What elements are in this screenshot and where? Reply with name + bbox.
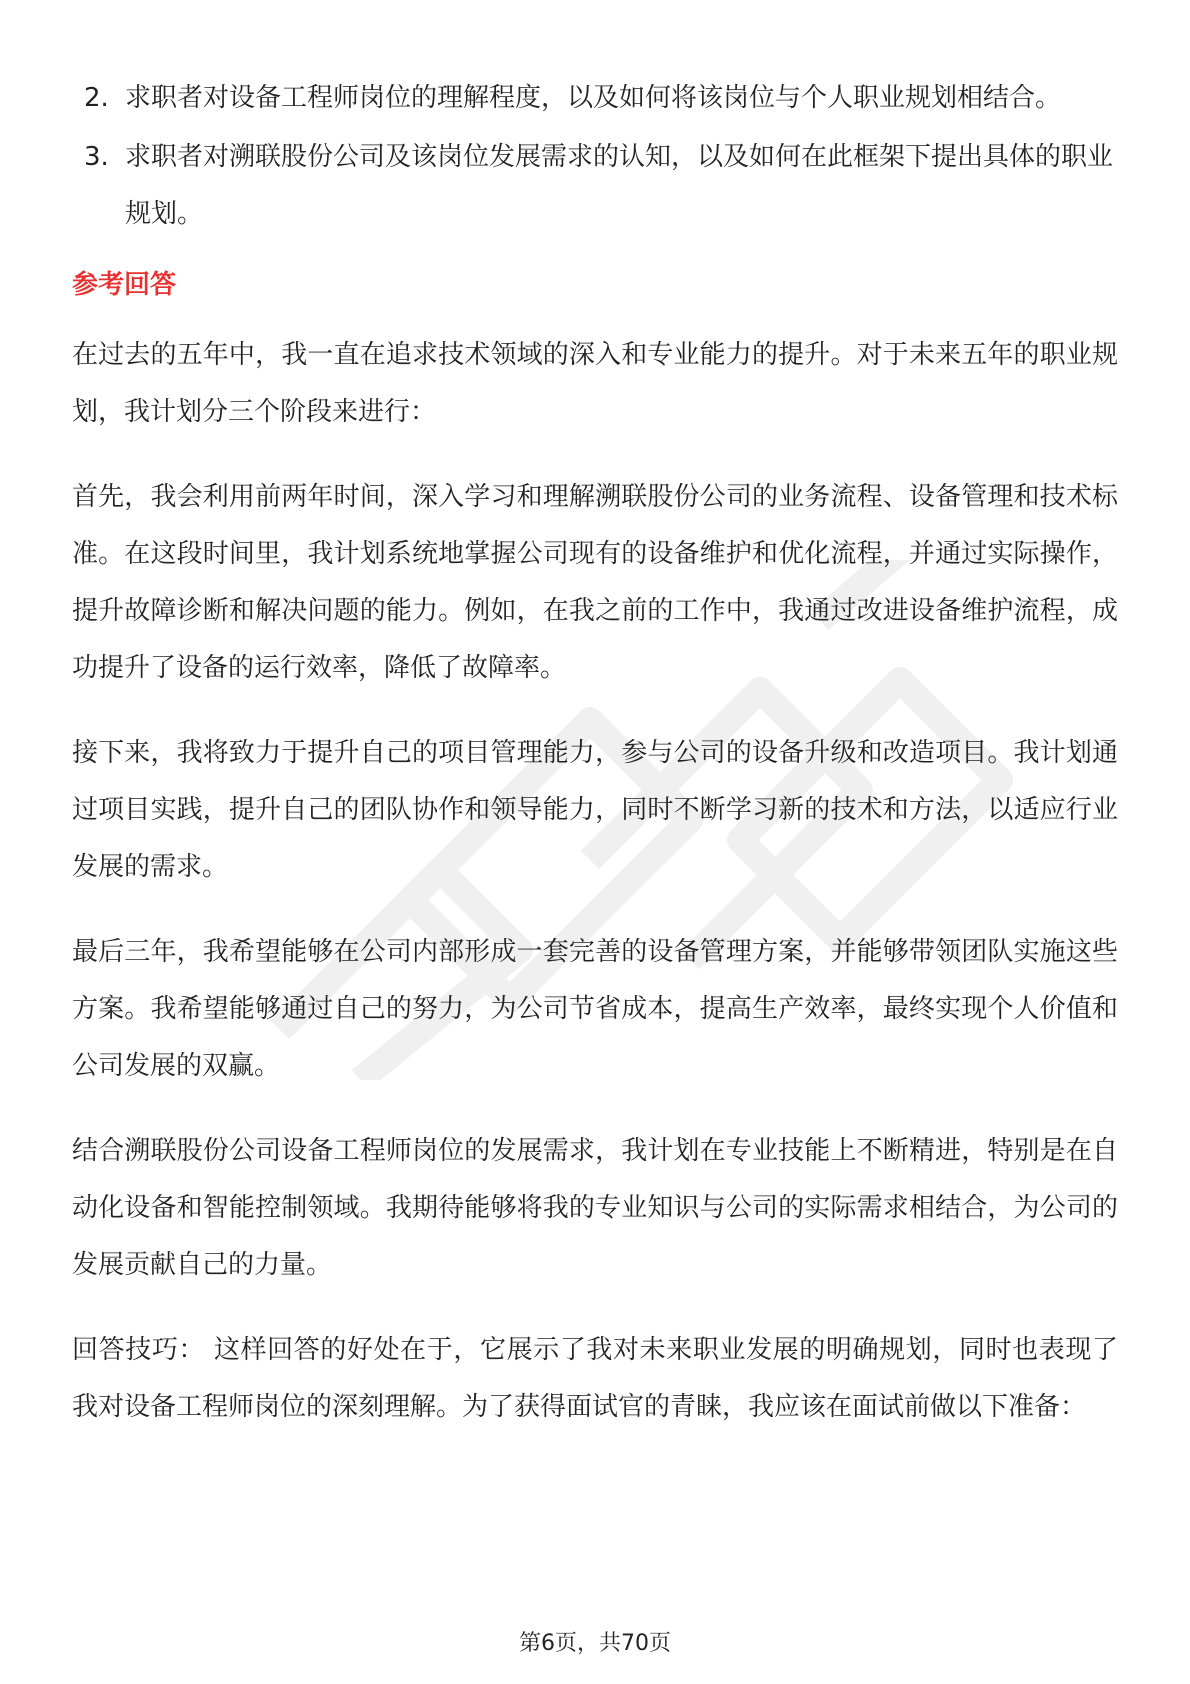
- paragraph: 最后三年，我希望能够在公司内部形成一套完善的设备管理方案，并能够带领团队实施这些方案。我希望能够通过自己的努力，为公司节省成本，提高生产效率，最终实现个人价值和公司发展的双赢。: [72, 937, 1118, 1081]
- paragraph: 首先，我会利用前两年时间，深入学习和理解溯联股份公司的业务流程、设备管理和技术标准。在这段时间里，我计划系统地掌握公司现有的设备维护和优化流程，并通过实际操作，提升故障诊断和解决问题的能力。例如，在我之前的工作中，我通过改进设备维护流程，成功提升了设备的运行效率，降低了故障率。: [72, 482, 1118, 683]
- list-number: 2.: [84, 83, 109, 113]
- section-heading: 参考回答: [72, 270, 177, 300]
- list-number: 3.: [84, 142, 109, 172]
- paragraph: 接下来，我将致力于提升自己的项目管理能力，参与公司的设备升级和改造项目。我计划通过项目实践，提升自己的团队协作和领导能力，同时不断学习新的技术和方法，以适应行业发展的需求。: [72, 738, 1118, 882]
- paragraph: 回答技巧： 这样回答的好处在于，它展示了我对未来职业发展的明确规划，同时也表现了我对设备工程师岗位的深刻理解。为了获得面试官的青睐，我应该在面试前做以下准备：: [72, 1335, 1118, 1422]
- main-content: [72, 70, 1118, 1464]
- list-item-text: 求职者对设备工程师岗位的理解程度，以及如何将该岗位与个人职业规划相结合。: [125, 83, 1062, 113]
- paragraph: 在过去的五年中，我一直在追求技术领域的深入和专业能力的提升。对于未来五年的职业规划，我计划分三个阶段来进行：: [72, 340, 1118, 427]
- list-item: [72, 129, 1118, 243]
- page-footer: 第6页，共70页: [519, 1631, 671, 1656]
- list-item-text: 求职者对溯联股份公司及该岗位发展需求的认知，以及如何在此框架下提出具体的职业规划。: [125, 142, 1114, 229]
- paragraph: 结合溯联股份公司设备工程师岗位的发展需求，我计划在专业技能上不断精进，特别是在自动化设备和智能控制领域。我期待能够将我的专业知识与公司的实际需求相结合，为公司的发展贡献自己的力量。: [72, 1136, 1118, 1280]
- question-list: [72, 70, 1118, 243]
- list-item: [72, 70, 1118, 127]
